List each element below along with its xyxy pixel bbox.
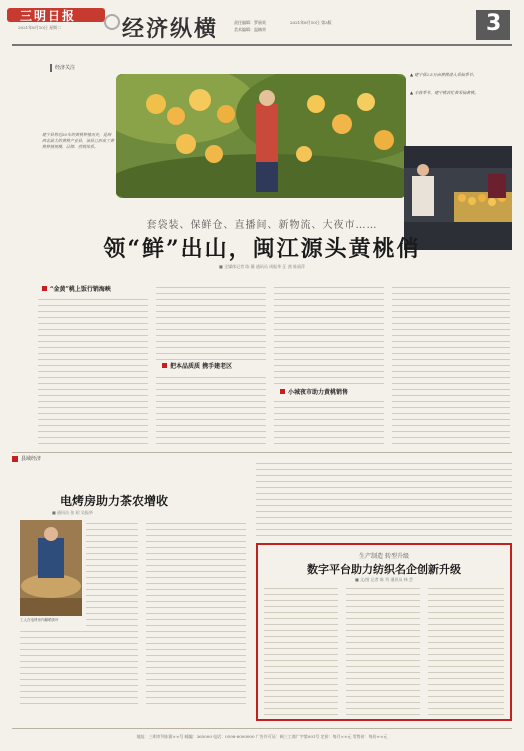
bottom-left-story — [12, 456, 248, 716]
top-byline: ■ 全媒体记者 陈 薇 通讯员 周振华 汪 茜 陈丽萍 — [219, 264, 305, 269]
footer-text: 地址：三明市列东街××号 邮编：365000 电话：0598-8000000 广告许可证：闽三工商广字第001号 定价：每月××元 零售价：每份××元 — [136, 734, 388, 739]
section-divider — [12, 452, 512, 453]
bottom-left-col-2 — [20, 628, 138, 708]
bottom-left-byline: ■ 通讯员 张 昭 吴振华 — [52, 510, 93, 515]
photo-caption-right: ▲ 丰收季节，建宁桃农忙着采摘黄桃。 — [410, 90, 479, 95]
editor-line: 责任编辑：罗丽英 — [234, 20, 266, 25]
compass-icon — [104, 14, 120, 30]
top-body-col-3 — [274, 284, 384, 446]
masthead-rule — [12, 44, 512, 46]
section-title: 经济纵横 — [122, 16, 219, 42]
tea-drying-photo — [20, 520, 82, 616]
top-kicker: 套袋装、保鲜仓、直播间、新物流、大夜市…… — [146, 220, 378, 231]
section-label-text: 经济关注 — [55, 65, 76, 71]
top-story — [12, 50, 512, 452]
bottom-right-kicker: 生产制造 转型升级 — [359, 553, 409, 560]
bottom-right-headline: 数字平台助力纺织名企创新升级 — [307, 563, 461, 576]
paper-name: 三明日报 — [20, 9, 77, 23]
peach-orchard-photo — [116, 74, 406, 198]
peach-orchard-illustration — [116, 74, 406, 198]
phone-line: 2021年8月10日 第3版 — [290, 20, 332, 25]
footer-rule — [12, 728, 512, 729]
bottom-right-col-3 — [428, 585, 504, 715]
subhead-3: 小城夜市助力黄桃销售 — [288, 389, 349, 396]
top-body-col-1 — [38, 296, 148, 446]
bottom-right-byline: ■ 文/图 记者 陈 均 通讯员 林 芸 — [354, 577, 414, 582]
bottom-right-col-1 — [264, 585, 338, 715]
bottom-right-upper-body — [256, 460, 512, 538]
bottom-right-col-2 — [346, 585, 420, 715]
top-body-col-4 — [392, 284, 510, 446]
county-section-label: 县域经济 — [21, 456, 42, 462]
masthead — [0, 0, 524, 50]
photo-caption-left: 建宁县将近50年的黄桃种植历史，是闽西北最大的黄桃产业县，该县已形成了黄桃种植规模、品牌、营销体系。 — [42, 132, 114, 149]
designer-line: 美术编辑：温楠荣 — [234, 27, 266, 32]
subhead-2-icon — [162, 363, 167, 368]
bottom-right-story — [256, 543, 512, 721]
subhead-3-icon — [280, 389, 285, 394]
page-number: 3 — [486, 11, 502, 36]
tea-drying-illustration — [20, 520, 82, 616]
bottom-left-col-1 — [86, 520, 138, 640]
county-section-icon — [12, 456, 18, 462]
photo-caption-top-right: ▲ 建宁县2.5万亩黄桃进入采摘季节。 — [410, 72, 477, 77]
top-headline: 领“鲜”出山，闽江源头黄桃俏 — [103, 236, 421, 262]
date-line: 2021年8月10日 星期二 — [18, 25, 62, 30]
tea-photo-caption: 工人在电烤房内翻晒茶叶 — [20, 618, 59, 622]
subhead-1-icon — [42, 286, 47, 291]
bottom-left-col-3 — [146, 520, 246, 708]
subhead-2: 把本品质质 携手建老区 — [170, 363, 233, 370]
bottom-left-headline: 电烤房助力茶农增收 — [60, 494, 169, 508]
subhead-1: “金黄”桃上饭行销海峡 — [50, 286, 111, 293]
